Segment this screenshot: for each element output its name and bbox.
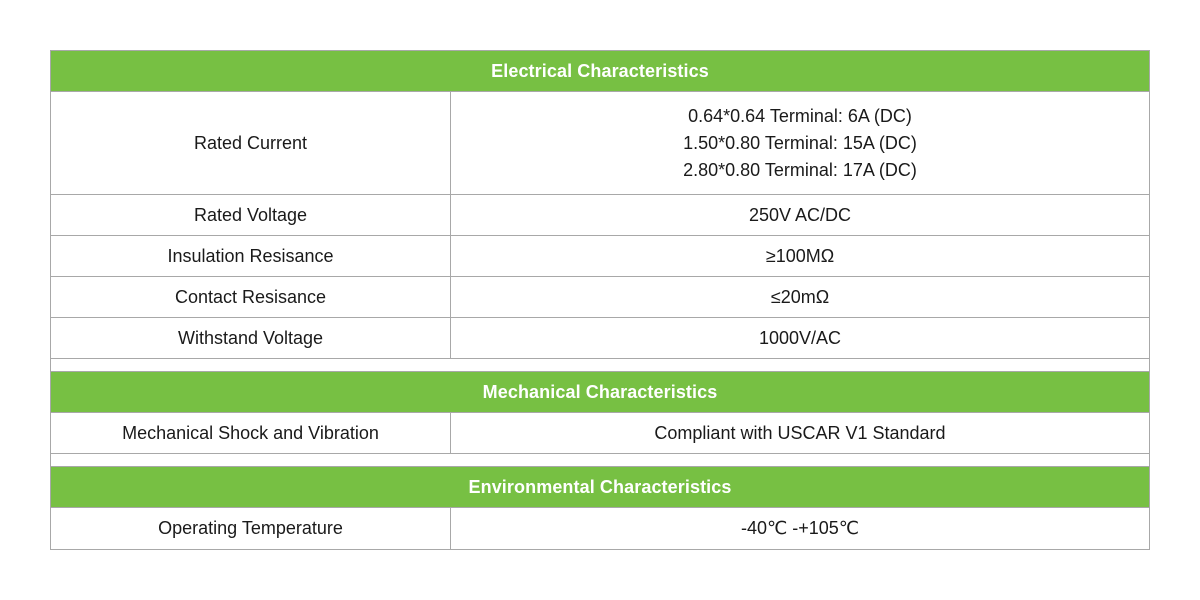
table-row xyxy=(51,318,1149,359)
contact-resistance-value: ≤20mΩ xyxy=(770,286,830,307)
section-header-mechanical xyxy=(51,372,1149,413)
operating-temperature-label: Operating Temperature xyxy=(51,508,451,549)
withstand-voltage-label: Withstand Voltage xyxy=(51,318,451,358)
insulation-resistance-label: Insulation Resisance xyxy=(51,236,451,276)
table-row xyxy=(51,92,1149,195)
table-row xyxy=(51,508,1149,549)
rated-voltage-label: Rated Voltage xyxy=(51,195,451,235)
table-row xyxy=(51,277,1149,318)
section-header-electrical xyxy=(51,51,1149,92)
rated-voltage-value: 250V AC/DC xyxy=(748,204,852,225)
shock-vibration-label: Mechanical Shock and Vibration xyxy=(51,413,451,453)
section-title-environmental: Environmental Characteristics xyxy=(468,476,732,497)
withstand-voltage-value: 1000V/AC xyxy=(758,327,842,348)
rated-current-value-3: 2.80*0.80 Terminal: 17A (DC) xyxy=(683,159,917,180)
section-header-environmental xyxy=(51,467,1149,508)
section-title-mechanical: Mechanical Characteristics xyxy=(482,381,718,402)
contact-resistance-label: Contact Resisance xyxy=(51,277,451,317)
rated-current-value-1: 0.64*0.64 Terminal: 6A (DC) xyxy=(688,105,912,126)
section-title-electrical: Electrical Characteristics xyxy=(491,60,709,81)
spec-table xyxy=(50,50,1150,550)
rated-current-value-2: 1.50*0.80 Terminal: 15A (DC) xyxy=(683,132,917,153)
table-row xyxy=(51,236,1149,277)
table-row xyxy=(51,413,1149,454)
operating-temperature-value: -40℃ -+105℃ xyxy=(741,518,859,538)
table-row xyxy=(51,195,1149,236)
section-spacer xyxy=(51,454,1149,467)
rated-current-label: Rated Current xyxy=(51,92,451,194)
section-spacer xyxy=(51,359,1149,372)
insulation-resistance-value: ≥100MΩ xyxy=(765,245,835,266)
rated-current-values xyxy=(451,92,1149,194)
shock-vibration-value: Compliant with USCAR V1 Standard xyxy=(654,422,946,443)
